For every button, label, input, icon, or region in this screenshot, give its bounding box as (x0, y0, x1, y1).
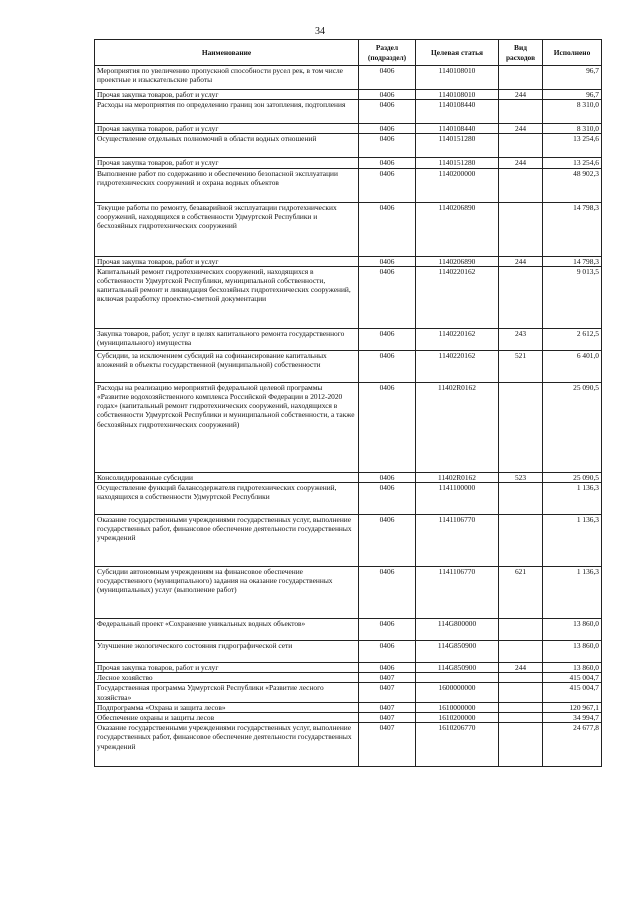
cell-article: 1140108440 (416, 100, 499, 124)
cell-section: 0406 (359, 472, 416, 482)
table-header-row (95, 40, 602, 66)
cell-section: 0406 (359, 168, 416, 202)
table-row (95, 641, 602, 663)
cell-name: Прочая закупка товаров, работ и услуг (95, 256, 359, 266)
table-row (95, 66, 602, 90)
cell-section: 0407 (359, 713, 416, 723)
cell-section: 0407 (359, 723, 416, 767)
cell-type: 244 (499, 158, 543, 168)
cell-section: 0406 (359, 158, 416, 168)
cell-executed: 25 090,5 (543, 472, 602, 482)
cell-name: Расходы на мероприятия по определению границ зон затопления, подтопления (95, 100, 359, 124)
cell-name: Подпрограмма «Охрана и защита лесов» (95, 702, 359, 712)
cell-executed: 25 090,5 (543, 382, 602, 472)
table-row (95, 515, 602, 567)
table-row (95, 202, 602, 256)
cell-article: 1140206890 (416, 256, 499, 266)
cell-article (416, 673, 499, 683)
table-row (95, 567, 602, 619)
cell-section: 0407 (359, 673, 416, 683)
cell-executed: 13 254,6 (543, 158, 602, 168)
cell-type (499, 673, 543, 683)
cell-article: 1141100000 (416, 483, 499, 515)
cell-article: 1140151280 (416, 134, 499, 158)
cell-type (499, 515, 543, 567)
cell-name: Мероприятия по увеличению пропускной способности русел рек, в том числе проектные и изыскательские работы (95, 66, 359, 90)
cell-executed: 8 310,0 (543, 124, 602, 134)
cell-article: 1140108010 (416, 66, 499, 90)
cell-article: 114G850900 (416, 663, 499, 673)
cell-article: 1140108010 (416, 90, 499, 100)
cell-executed: 14 798,3 (543, 256, 602, 266)
cell-article: 1141106770 (416, 567, 499, 619)
cell-type (499, 202, 543, 256)
table-row (95, 619, 602, 641)
cell-executed: 6 401,0 (543, 350, 602, 382)
cell-section: 0407 (359, 702, 416, 712)
cell-name: Закупка товаров, работ, услуг в целях капитального ремонта государственного (муниципального) имущества (95, 328, 359, 350)
cell-section: 0406 (359, 483, 416, 515)
cell-article: 114G800000 (416, 619, 499, 641)
cell-name: Оказание государственными учреждениями государственных услуг, выполнение государственных работ, финансовое обеспечение деятельности государственных учреждений (95, 515, 359, 567)
cell-type (499, 266, 543, 328)
cell-article: 1140220162 (416, 266, 499, 328)
cell-name: Прочая закупка товаров, работ и услуг (95, 124, 359, 134)
header-article: Целевая статья (416, 40, 499, 66)
table-row (95, 350, 602, 382)
cell-type (499, 702, 543, 712)
cell-section: 0406 (359, 266, 416, 328)
table-row (95, 483, 602, 515)
cell-article: 1140220162 (416, 328, 499, 350)
cell-name: Текущие работы по ремонту, безаварийной эксплуатации гидротехнических сооружений, находящихся в собственности Удмуртской Республики и бесхозяйных гидротехнических сооружений (95, 202, 359, 256)
cell-executed: 34 994,7 (543, 713, 602, 723)
cell-executed: 120 967,1 (543, 702, 602, 712)
cell-executed: 8 310,0 (543, 100, 602, 124)
cell-name: Расходы на реализацию мероприятий федеральной целевой программы «Развитие водохозяйственного комплекса Российской Федерации в 2012-2020 годах» (капитальный ремонт гидротехнических сооружений, находящихся в собственности Удмуртской Республики и муниципальной собственности, а также бесхозяйных гидротехнических сооружений) (95, 382, 359, 472)
cell-article: 11402R0162 (416, 382, 499, 472)
table-row (95, 158, 602, 168)
cell-name: Государственная программа Удмуртской Республики «Развитие лесного хозяйства» (95, 683, 359, 702)
cell-article: 1610200000 (416, 713, 499, 723)
cell-type (499, 713, 543, 723)
table-row (95, 168, 602, 202)
budget-execution-table (94, 39, 602, 767)
cell-article: 1610000000 (416, 702, 499, 712)
cell-executed: 415 004,7 (543, 673, 602, 683)
cell-type (499, 483, 543, 515)
cell-type (499, 619, 543, 641)
table-row (95, 683, 602, 702)
cell-type (499, 683, 543, 702)
cell-name: Консолидированные субсидии (95, 472, 359, 482)
header-type: Вид расходов (499, 40, 543, 66)
cell-name: Прочая закупка товаров, работ и услуг (95, 663, 359, 673)
cell-executed: 13 860,0 (543, 619, 602, 641)
cell-executed: 13 254,6 (543, 134, 602, 158)
cell-article: 1141106770 (416, 515, 499, 567)
cell-executed: 96,7 (543, 66, 602, 90)
cell-article: 1140206890 (416, 202, 499, 256)
table-row (95, 673, 602, 683)
cell-name: Улучшение экологического состояния гидрографической сети (95, 641, 359, 663)
cell-section: 0406 (359, 66, 416, 90)
cell-article: 1140151280 (416, 158, 499, 168)
cell-article: 1600000000 (416, 683, 499, 702)
cell-section: 0406 (359, 100, 416, 124)
cell-section: 0406 (359, 382, 416, 472)
table-body (95, 66, 602, 767)
cell-section: 0406 (359, 663, 416, 673)
cell-type (499, 100, 543, 124)
cell-executed: 2 612,5 (543, 328, 602, 350)
table-row (95, 134, 602, 158)
cell-section: 0407 (359, 683, 416, 702)
header-name: Наименование (95, 40, 359, 66)
cell-name: Капитальный ремонт гидротехнических сооружений, находящихся в собственности Удмуртской Республики, муниципальной собственности, капитальный ремонт и ликвидация бесхозяйных гидротехнических сооружений, включая разработку проектно-сметной документации (95, 266, 359, 328)
cell-name: Прочая закупка товаров, работ и услуг (95, 158, 359, 168)
cell-type (499, 66, 543, 90)
cell-name: Обеспечение охраны и защиты лесов (95, 713, 359, 723)
cell-executed: 415 004,7 (543, 683, 602, 702)
cell-article: 114G850900 (416, 641, 499, 663)
cell-executed: 1 136,3 (543, 515, 602, 567)
cell-section: 0406 (359, 90, 416, 100)
cell-article: 1610206770 (416, 723, 499, 767)
cell-section: 0406 (359, 256, 416, 266)
cell-type: 523 (499, 472, 543, 482)
cell-type (499, 382, 543, 472)
table-row (95, 723, 602, 767)
cell-type: 244 (499, 663, 543, 673)
page-number: 34 (315, 26, 325, 37)
table-row (95, 256, 602, 266)
table-row (95, 266, 602, 328)
cell-type: 244 (499, 124, 543, 134)
cell-executed: 96,7 (543, 90, 602, 100)
cell-section: 0406 (359, 350, 416, 382)
cell-section: 0406 (359, 619, 416, 641)
cell-name: Федеральный проект «Сохранение уникальных водных объектов» (95, 619, 359, 641)
cell-type: 244 (499, 256, 543, 266)
cell-type: 244 (499, 90, 543, 100)
cell-name: Лесное хозяйство (95, 673, 359, 683)
header-section: Раздел (подраздел) (359, 40, 416, 66)
cell-section: 0406 (359, 328, 416, 350)
cell-type: 521 (499, 350, 543, 382)
cell-section: 0406 (359, 641, 416, 663)
cell-section: 0406 (359, 515, 416, 567)
cell-executed: 1 136,3 (543, 483, 602, 515)
table-row (95, 124, 602, 134)
cell-article: 1140108440 (416, 124, 499, 134)
cell-executed: 14 798,3 (543, 202, 602, 256)
cell-type (499, 134, 543, 158)
table-row (95, 328, 602, 350)
table-row (95, 100, 602, 124)
table-row (95, 702, 602, 712)
cell-type (499, 723, 543, 767)
cell-section: 0406 (359, 124, 416, 134)
cell-executed: 1 136,3 (543, 567, 602, 619)
cell-name: Осуществление функций балансодержателя гидротехнических сооружений, находящихся в собственности Удмуртской Республики (95, 483, 359, 515)
table-row (95, 382, 602, 472)
cell-executed: 48 902,3 (543, 168, 602, 202)
cell-article: 1140200000 (416, 168, 499, 202)
cell-name: Выполнение работ по содержанию и обеспечению безопасной эксплуатации гидротехнических сооружений и охрана водных объектов (95, 168, 359, 202)
cell-executed: 24 677,8 (543, 723, 602, 767)
cell-executed: 13 860,0 (543, 641, 602, 663)
cell-article: 1140220162 (416, 350, 499, 382)
cell-executed: 13 860,0 (543, 663, 602, 673)
cell-type: 243 (499, 328, 543, 350)
table-row (95, 713, 602, 723)
cell-section: 0406 (359, 202, 416, 256)
cell-name: Прочая закупка товаров, работ и услуг (95, 90, 359, 100)
cell-type (499, 168, 543, 202)
table-row (95, 90, 602, 100)
cell-name: Оказание государственными учреждениями государственных услуг, выполнение государственных работ, финансовое обеспечение деятельности государственных учреждений (95, 723, 359, 767)
table-row (95, 472, 602, 482)
cell-type (499, 641, 543, 663)
cell-section: 0406 (359, 134, 416, 158)
cell-executed: 9 013,5 (543, 266, 602, 328)
cell-name: Осуществление отдельных полномочий в области водных отношений (95, 134, 359, 158)
header-executed: Исполнено (543, 40, 602, 66)
cell-name: Субсидии автономным учреждениям на финансовое обеспечение государственного (муниципального) задания на оказание государственных (муниципальных) услуг (выполнение работ) (95, 567, 359, 619)
table-row (95, 663, 602, 673)
cell-name: Субсидии, за исключением субсидий на софинансирование капитальных вложений в объекты государственной (муниципальной) собственности (95, 350, 359, 382)
cell-section: 0406 (359, 567, 416, 619)
cell-type: 621 (499, 567, 543, 619)
cell-article: 11402R0162 (416, 472, 499, 482)
